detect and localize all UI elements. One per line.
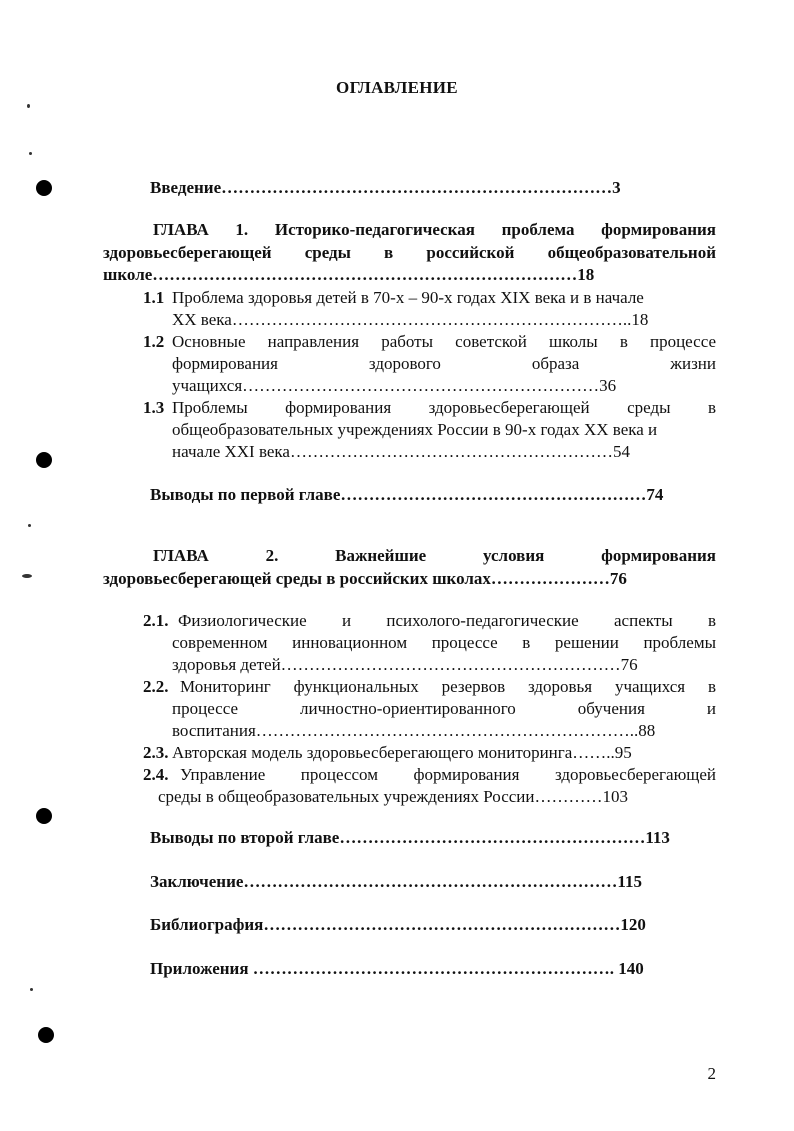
page-number: 2 [707, 1064, 716, 1083]
scan-speck [29, 152, 32, 155]
section-number: 2.1. [143, 611, 169, 630]
section-number: 2.4. [143, 765, 169, 784]
chapter2-heading-line: ГЛАВА 2. Важнейшие условия формирования [153, 546, 716, 565]
section-text-line: Основные направления работы советской школы в процессе [172, 332, 716, 351]
scan-speck [30, 988, 33, 991]
section-text-line: Управление процессом формирования здоровьесберегающей [180, 765, 716, 784]
binder-hole [38, 1027, 54, 1043]
chapter1-heading-line: школе…………………………………………………………………18 [103, 265, 595, 284]
section-number: 1.2 [143, 332, 165, 351]
chapter1-heading-line: ГЛАВА 1. Историко-педагогическая проблема формирования [153, 220, 716, 239]
toc-entry-bibliography: Библиография………………………………………………………120 [150, 915, 646, 934]
section-text-line: Проблема здоровья детей в 70-х – 90-х годах XIX века и в начале [172, 288, 644, 307]
section-text-line: учащихся………………………………………………………36 [172, 376, 617, 395]
section-text-line: современном инновационном процессе в решении проблемы [172, 633, 716, 652]
section-text-line: процессе личностно-ориентированного обучения и [172, 699, 716, 718]
binder-hole [36, 180, 52, 196]
toc-entry-intro: Введение……………………………………………………………3 [150, 178, 621, 197]
page-title: ОГЛАВЛЕНИЕ [336, 78, 458, 97]
section-number: 1.1 [143, 288, 165, 307]
binder-hole [36, 452, 52, 468]
section-text-line: XX века……………………………………………………………..18 [172, 310, 649, 329]
section-text-line: общеобразовательных учреждениях России в 90-х годах XX века и [172, 420, 658, 439]
toc-entry-chapter1-conclusion: Выводы по первой главе………………………………………………74 [150, 485, 664, 504]
section-text-line: Проблемы формирования здоровьесберегающей среды в [172, 398, 716, 417]
section-text-line: Авторская модель здоровьесберегающего мониторинга……..95 [172, 743, 632, 762]
scan-speck [28, 524, 31, 527]
section-text-line: воспитания…………………………………………………………..88 [172, 721, 656, 740]
section-number: 2.3. [143, 743, 169, 762]
section-text-line: Физиологические и психолого-педагогические аспекты в [178, 611, 716, 630]
section-text-line: среды в общеобразовательных учреждениях России…………103 [158, 787, 628, 806]
chapter2-heading-line: здоровьесберегающей среды в российских школах…………………76 [103, 569, 627, 588]
scan-speck [22, 574, 32, 578]
section-text-line: начале XXI века…………………………………………………54 [172, 442, 630, 461]
section-text-line: здоровья детей……………………………………………………76 [172, 655, 638, 674]
toc-entry-appendix: Приложения ………………………………………………………. 140 [150, 959, 644, 978]
chapter1-heading-line: здоровьесберегающей среды в российской общеобразовательной [103, 243, 716, 262]
section-number: 2.2. [143, 677, 169, 696]
section-text-line: формирования здорового образа жизни [172, 354, 716, 373]
toc-entry-conclusion: Заключение…………………………………………………………115 [150, 872, 642, 891]
section-number: 1.3 [143, 398, 165, 417]
toc-entry-chapter2-conclusion: Выводы по второй главе………………………………………………113 [150, 828, 670, 847]
scan-speck [27, 104, 30, 108]
binder-hole [36, 808, 52, 824]
section-text-line: Мониторинг функциональных резервов здоровья учащихся в [180, 677, 716, 696]
